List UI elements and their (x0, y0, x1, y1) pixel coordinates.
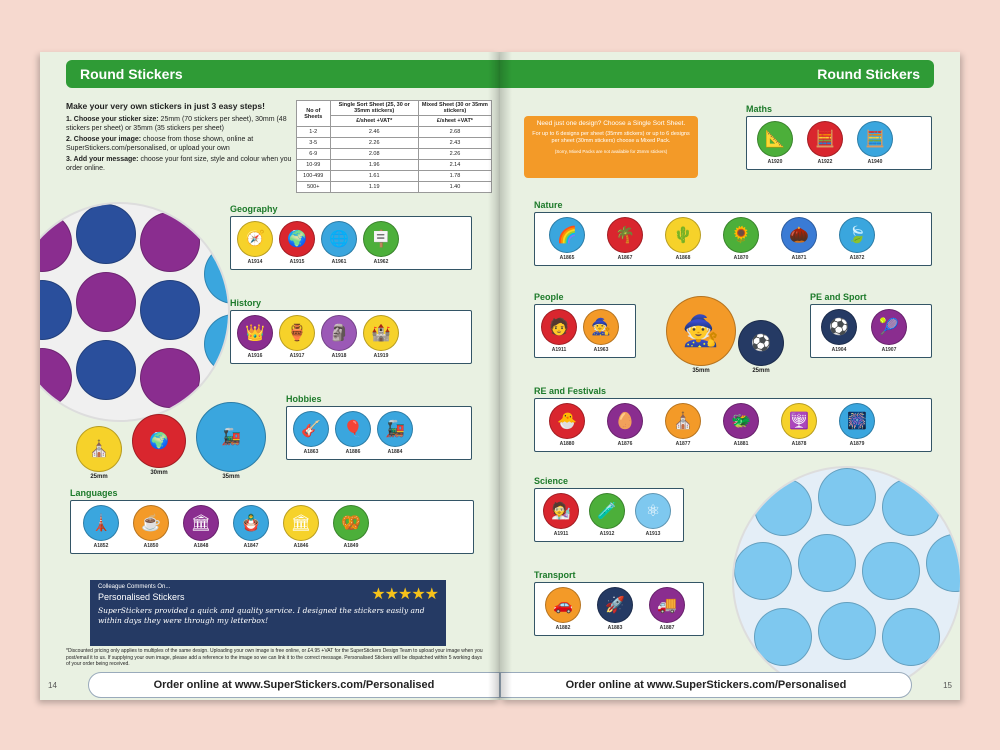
dragon-mask-icon: 🐲 (723, 403, 759, 439)
sticker-item[interactable] (549, 403, 585, 447)
tennis-icon: 🎾 (871, 309, 907, 345)
footer-link-right[interactable]: Order online at www.SuperStickers.com/Personalised (500, 672, 912, 698)
sticker-item[interactable] (871, 309, 907, 353)
price-row (297, 149, 492, 160)
sample-sticker (76, 272, 136, 332)
size-demo-35 (196, 402, 266, 480)
sample-sticker (76, 204, 136, 264)
star-rating-icon: ★★★★★ (371, 586, 438, 603)
sticker-code: A1912 (599, 531, 615, 537)
sticker-item[interactable] (333, 505, 369, 549)
sticker-item[interactable] (635, 493, 671, 537)
sticker-item[interactable] (857, 121, 893, 165)
signpost-icon: 🪧 (363, 221, 399, 257)
sticker-code: A1879 (849, 441, 865, 447)
sticker-item[interactable] (649, 587, 685, 631)
price-cell-mixed: 1.78 (418, 171, 491, 182)
football-icon: ⚽ (821, 309, 857, 345)
step1-text: 25mm (70 stickers per sheet), 30mm (48 stickers per sheet) or 35mm (35 stickers per sheet) (66, 116, 287, 132)
sticker-item[interactable] (321, 221, 357, 265)
rocket-icon: 🚀 (597, 587, 633, 623)
page-number-left: 14 (48, 681, 57, 690)
tower-icon: 🏛 (183, 505, 219, 541)
wizard-icon: 🧙 (666, 296, 736, 366)
sticker-item[interactable] (237, 221, 273, 265)
balloon-icon: 🎈 (335, 411, 371, 447)
sticker-item[interactable] (807, 121, 843, 165)
sticker-code: A1904 (831, 347, 847, 353)
sticker-code: A1940 (867, 159, 883, 165)
left-page (40, 52, 500, 700)
sample-sticker (818, 468, 876, 526)
price-row (297, 127, 492, 138)
sticker-item[interactable] (665, 403, 701, 447)
price-cell-single: 2.46 (330, 127, 418, 138)
sticker-code: A1922 (817, 159, 833, 165)
sample-sticker (140, 280, 200, 340)
hobbies-panel (286, 406, 472, 460)
size-label-30: 30mm (150, 470, 168, 476)
price-col-sheets: No of Sheets (297, 101, 331, 127)
train-icon: 🚂 (196, 402, 266, 472)
sticker-code: A1867 (617, 255, 633, 261)
globe-icon: 🌍 (132, 414, 186, 468)
sticker-code: A1916 (247, 353, 263, 359)
sticker-code: A1876 (617, 441, 633, 447)
sunflower-icon: 🌻 (723, 217, 759, 253)
ice-cream-van-icon: 🚚 (649, 587, 685, 623)
price-cell-single: 1.19 (330, 182, 418, 193)
sticker-code: A1920 (767, 159, 783, 165)
geography-panel (230, 216, 472, 270)
sticker-item[interactable] (549, 217, 585, 261)
sticker-item[interactable] (233, 505, 269, 549)
section-people (534, 292, 636, 358)
price-cell-qty: 10-99 (297, 160, 331, 171)
sample-sticker (754, 478, 812, 536)
section-languages (70, 488, 474, 554)
price-sub-single: £/sheet +VAT* (330, 116, 418, 127)
section-science (534, 476, 684, 542)
sticker-item[interactable] (377, 411, 413, 455)
sample-sticker (204, 314, 230, 374)
step1-label: 1. Choose your sticker size: (66, 116, 159, 123)
sticker-code: A1863 (303, 449, 319, 455)
sticker-item[interactable] (321, 315, 357, 359)
sticker-code: A1852 (93, 543, 109, 549)
sticker-code: A1962 (373, 259, 389, 265)
rainbow-icon: 🌈 (549, 217, 585, 253)
sticker-code: A1871 (791, 255, 807, 261)
sticker-code: A1919 (373, 353, 389, 359)
price-cell-qty: 6-9 (297, 149, 331, 160)
sticker-code: A1881 (733, 441, 749, 447)
size-label-35-right: 35mm (692, 368, 710, 374)
pharaoh-icon: 🏺 (279, 315, 315, 351)
price-row (297, 138, 492, 149)
testimonial-box (90, 580, 446, 646)
chick-icon: 🐣 (549, 403, 585, 439)
right-header: Round Stickers (500, 60, 934, 88)
sticker-item[interactable] (839, 403, 875, 447)
sticker-item[interactable] (363, 221, 399, 265)
sample-sticker (862, 542, 920, 600)
sticker-item[interactable] (133, 505, 169, 549)
sticker-code: A1870 (733, 255, 749, 261)
section-title-people: People (534, 292, 564, 302)
page-number-right: 15 (943, 681, 952, 690)
price-cell-qty: 500+ (297, 182, 331, 193)
sticker-item[interactable] (183, 505, 219, 549)
section-title-science: Science (534, 476, 569, 486)
sticker-code: A1883 (607, 625, 623, 631)
sticker-item[interactable] (545, 587, 581, 631)
church-icon: ⛪ (76, 426, 122, 472)
sticker-item[interactable] (543, 493, 579, 537)
testimonial-quote: SuperStickers provided a quick and quality service. I designed the stickers easily and within days they were through my letterbox! (98, 606, 425, 625)
section-title-pe: PE and Sport (810, 292, 867, 302)
history-panel (230, 310, 472, 364)
section-history (230, 298, 472, 364)
sticker-item[interactable] (335, 411, 371, 455)
sticker-code: A1961 (331, 259, 347, 265)
sticker-item[interactable] (723, 217, 759, 261)
size-label-25-right: 25mm (752, 368, 770, 374)
right-page (500, 52, 960, 700)
sticker-item[interactable] (363, 315, 399, 359)
sample-sticker (140, 348, 200, 408)
sticker-code: A1915 (289, 259, 305, 265)
palm-tree-icon: 🌴 (607, 217, 643, 253)
mask-icon: 🗿 (321, 315, 357, 351)
price-cell-single: 2.08 (330, 149, 418, 160)
left-header: Round Stickers (66, 60, 500, 88)
price-cell-qty: 100-499 (297, 171, 331, 182)
sticker-code: A1848 (193, 543, 209, 549)
sticker-code: A1877 (675, 441, 691, 447)
sticker-item[interactable] (723, 403, 759, 447)
firework-icon: 🎆 (839, 403, 875, 439)
sticker-item[interactable] (541, 309, 577, 353)
section-pe-sport (810, 292, 932, 358)
sticker-item[interactable] (589, 493, 625, 537)
size-demo-25 (76, 426, 122, 480)
castle-icon: 🏰 (363, 315, 399, 351)
section-re-festivals (534, 386, 932, 452)
sticker-code: A1882 (555, 625, 571, 631)
footer-link-left[interactable]: Order online at www.SuperStickers.com/Personalised (88, 672, 500, 698)
price-col-mixed: Mixed Sheet (30 or 35mm stickers) (418, 101, 491, 116)
abacus-icon: 🧮 (857, 121, 893, 157)
sample-sticker (926, 534, 960, 592)
testimonial-title: Personalised Stickers (98, 592, 185, 602)
sample-sticker (818, 602, 876, 660)
footnote: *Discounted pricing only applies to multiples of the same design. Uploading your own image is free online, or £4.95 +VAT for the SuperStickers Design Team to upload your image when you post/email it to us. If supplying your own image, please add a reference to the image so we can link it to the correct message. Personalised Stickers will be dispatched within 5 working days of your order being received. (66, 648, 483, 667)
coffee-icon: ☕ (133, 505, 169, 541)
sticker-item[interactable] (821, 309, 857, 353)
scientist-icon: 🧑 (541, 309, 577, 345)
sticker-code: A1850 (143, 543, 159, 549)
sample-sticker (40, 212, 72, 272)
price-row (297, 171, 492, 182)
sticker-item[interactable] (279, 315, 315, 359)
cactus-icon: 🌵 (665, 217, 701, 253)
football-icon: ⚽ (738, 320, 784, 366)
price-cell-qty: 1-2 (297, 127, 331, 138)
intro-steps (66, 102, 296, 175)
price-cell-single: 1.61 (330, 171, 418, 182)
sticker-item[interactable] (293, 411, 329, 455)
scientist-icon: 🧑‍🔬 (543, 493, 579, 529)
price-col-single: Single Sort Sheet (25, 30 or 35mm stickers) (330, 101, 418, 116)
sample-sticker (76, 340, 136, 400)
sticker-code: A1911 (553, 531, 569, 537)
nature-panel (534, 212, 932, 266)
sticker-item[interactable] (279, 221, 315, 265)
sticker-code: A1865 (559, 255, 575, 261)
pe-panel (810, 304, 932, 358)
sticker-item[interactable] (597, 587, 633, 631)
sticker-code: A1884 (387, 449, 403, 455)
sticker-code: A1886 (345, 449, 361, 455)
sticker-item[interactable] (781, 403, 817, 447)
sample-sticker (798, 534, 856, 592)
size-label-35: 35mm (222, 474, 240, 480)
section-title-history: History (230, 298, 262, 308)
price-row (297, 160, 492, 171)
sticker-code: A1963 (593, 347, 609, 353)
section-nature (534, 200, 932, 266)
molecule-icon: ⚛ (635, 493, 671, 529)
price-cell-single: 1.96 (330, 160, 418, 171)
church-icon: ⛪ (665, 403, 701, 439)
price-cell-single: 2.26 (330, 138, 418, 149)
sticker-code: A1887 (659, 625, 675, 631)
sticker-code: A1847 (243, 543, 259, 549)
sticker-item[interactable] (607, 217, 643, 261)
sticker-code: A1911 (551, 347, 567, 353)
sticker-item[interactable] (283, 505, 319, 549)
sample-sticker (40, 280, 72, 340)
people-size-25 (738, 320, 784, 374)
sticker-code: A1878 (791, 441, 807, 447)
train-icon: 🚂 (377, 411, 413, 447)
section-title-geography: Geography (230, 204, 278, 214)
section-transport (534, 570, 704, 636)
transport-panel (534, 582, 704, 636)
guitar-icon: 🎸 (293, 411, 329, 447)
science-panel (534, 488, 684, 542)
section-hobbies (286, 394, 472, 460)
step3-text: choose your font size, style and colour when you order online. (66, 156, 292, 172)
eiffel-tower-icon: 🗼 (83, 505, 119, 541)
calculator-icon: 🧮 (807, 121, 843, 157)
price-cell-qty: 3-5 (297, 138, 331, 149)
easter-egg-icon: 🥚 (607, 403, 643, 439)
sticker-code: A1917 (289, 353, 305, 359)
price-cell-mixed: 2.68 (418, 127, 491, 138)
globe-icon: 🌐 (321, 221, 357, 257)
sticker-code: A1914 (247, 259, 263, 265)
sticker-item[interactable] (781, 217, 817, 261)
sticker-code: A1872 (849, 255, 865, 261)
price-cell-mixed: 2.26 (418, 149, 491, 160)
intro-title: Make your very own stickers in just 3 easy steps! (66, 101, 265, 111)
sample-sheet-circle (40, 202, 230, 422)
section-title-languages: Languages (70, 488, 118, 498)
sample-sticker (140, 212, 200, 272)
sticker-code: A1918 (331, 353, 347, 359)
sample-sticker (40, 348, 72, 408)
maths-panel (746, 116, 932, 170)
testimonial-small: Colleague Comments On... (98, 584, 171, 590)
sticker-item[interactable] (665, 217, 701, 261)
sticker-code: A1846 (293, 543, 309, 549)
sample-sticker (754, 608, 812, 666)
price-cell-mixed: 2.14 (418, 160, 491, 171)
people-panel (534, 304, 636, 358)
step2-label: 2. Choose your image: (66, 136, 142, 143)
science-sample-circle (732, 466, 960, 696)
section-title-maths: Maths (746, 104, 773, 114)
section-title-re: RE and Festivals (534, 386, 607, 396)
price-sub-mixed: £/sheet +VAT* (418, 116, 491, 127)
section-maths (746, 104, 932, 170)
section-geography (230, 204, 472, 270)
car-icon: 🚗 (545, 587, 581, 623)
sample-sticker (882, 608, 940, 666)
section-title-nature: Nature (534, 200, 563, 210)
step2-text: choose from those shown, online at SuperStickers.com/personalised, or upload your own (66, 136, 254, 152)
sticker-code: A1880 (559, 441, 575, 447)
dolls-icon: 🪆 (233, 505, 269, 541)
price-cell-mixed: 2.43 (418, 138, 491, 149)
sticker-item[interactable] (237, 315, 273, 359)
price-cell-mixed: 1.40 (418, 182, 491, 193)
people-size-35 (666, 296, 736, 374)
sticker-code: A1849 (343, 543, 359, 549)
sticker-item[interactable] (839, 217, 875, 261)
sticker-item[interactable] (607, 403, 643, 447)
sticker-code: A1868 (675, 255, 691, 261)
languages-panel (70, 500, 474, 554)
price-row (297, 182, 492, 193)
re-panel (534, 398, 932, 452)
menorah-icon: 🕎 (781, 403, 817, 439)
orange-box-title: Need just one design? Choose a Single Sort Sheet. (536, 120, 686, 127)
orange-box-note: (Sorry, Mixed Packs are not available for 25mm stickers) (554, 148, 668, 154)
sample-sticker (734, 542, 792, 600)
globe-icon: 🌍 (279, 221, 315, 257)
single-sort-info-box (524, 116, 698, 178)
price-rows (297, 127, 492, 193)
compass-tool-icon: 📐 (757, 121, 793, 157)
wizard-icon: 🧙 (583, 309, 619, 345)
leaf-icon: 🍃 (839, 217, 875, 253)
crown-icon: 👑 (237, 315, 273, 351)
sample-sticker (882, 478, 940, 536)
sample-sticker (204, 244, 230, 304)
flask-icon: 🧪 (589, 493, 625, 529)
size-label-25: 25mm (90, 474, 108, 480)
parthenon-icon: 🏛 (283, 505, 319, 541)
section-title-hobbies: Hobbies (286, 394, 322, 404)
acorn-icon: 🌰 (781, 217, 817, 253)
compass-icon: 🧭 (237, 221, 273, 257)
price-table (296, 100, 492, 193)
size-demo-30 (132, 414, 186, 476)
sticker-item[interactable] (83, 505, 119, 549)
step3-label: 3. Add your message: (66, 156, 139, 163)
sticker-code: A1907 (881, 347, 897, 353)
sticker-item[interactable] (757, 121, 793, 165)
orange-box-body: For up to 6 designs per sheet (35mm stickers) or up to 6 designs per sheet (30mm stickers) choose a Mixed Pack. (532, 130, 690, 144)
sticker-code: A1913 (645, 531, 661, 537)
sticker-item[interactable] (583, 309, 619, 353)
pretzel-icon: 🥨 (333, 505, 369, 541)
section-title-transport: Transport (534, 570, 576, 580)
